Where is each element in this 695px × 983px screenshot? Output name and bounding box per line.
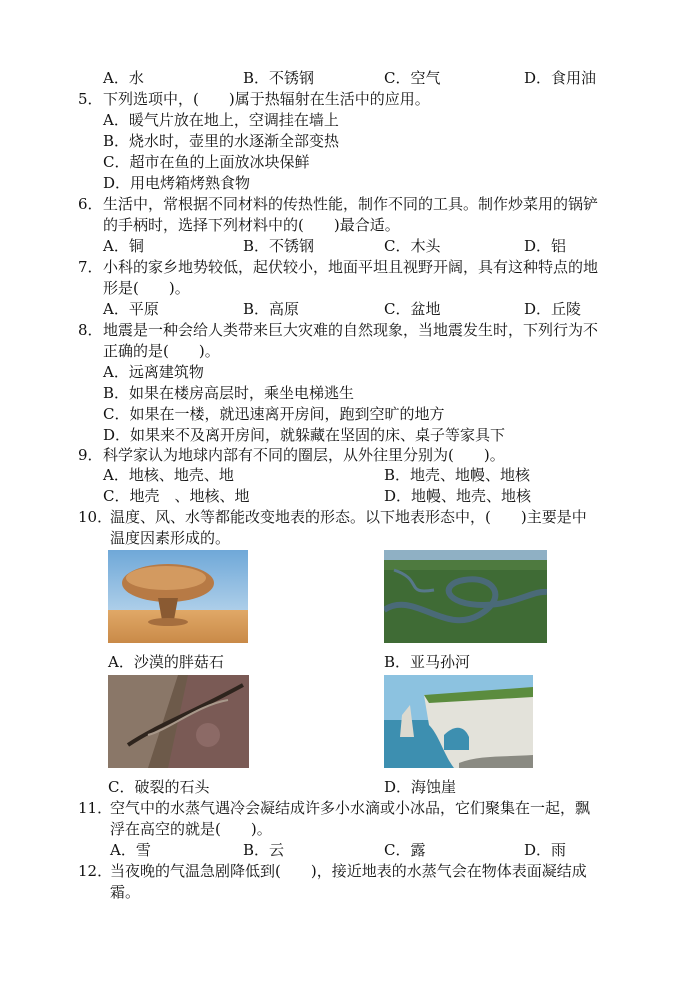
- q7-stem-line2: 形是( )。: [103, 279, 190, 297]
- q9-option-d: D．地幔、地壳、地核: [384, 487, 532, 505]
- q11-option-b: B．云: [243, 841, 285, 859]
- q10-stem-line2: 温度因素形成的。: [110, 529, 231, 547]
- q7-option-b: B．高原: [243, 300, 300, 318]
- q5-option-a: A．暖气片放在地上，空调挂在墙上: [103, 111, 339, 129]
- q7-number: 7．: [78, 258, 103, 276]
- q11-option-c: C．露: [384, 841, 426, 859]
- q11-stem-line2: 浮在高空的就是( )。: [110, 820, 272, 838]
- q6-option-c: C．木头: [384, 237, 441, 255]
- q10-number: 10．: [78, 508, 113, 526]
- q9-stem: 科学家认为地球内部有不同的圈层，从外往里分别为( )。: [103, 446, 505, 464]
- q8-option-d: D．如果来不及离开房间，就躲藏在坚固的床、桌子等家具下: [103, 426, 506, 444]
- q5-option-d: D．用电烤箱烤熟食物: [103, 174, 251, 192]
- q10-option-c: C．破裂的石头: [108, 778, 210, 796]
- q6-stem-line1: 生活中，常根据不同材料的传热性能，制作不同的工具。制作炒菜用的锅铲: [103, 195, 599, 213]
- q8-option-a: A．远离建筑物: [103, 363, 204, 381]
- q4-option-c: C．空气: [384, 69, 441, 87]
- q8-stem-line1: 地震是一种会给人类带来巨大灾难的自然现象，当地震发生时，下列行为不: [103, 321, 599, 339]
- q7-option-a: A．平原: [103, 300, 159, 318]
- q11-stem-line1: 空气中的水蒸气遇冷会凝结成许多小水滴或小冰品，它们聚集在一起，飘: [110, 799, 591, 817]
- amazon-river-image: [384, 550, 547, 643]
- q6-option-a: A．铜: [103, 237, 144, 255]
- q12-stem-line1: 当夜晚的气温急剧降低到( )，接近地表的水蒸气会在物体表面凝结成: [110, 862, 587, 880]
- q6-stem-line2: 的手柄时，选择下列材料中的( )最合适。: [103, 216, 400, 234]
- q5-stem: 下列选项中，( )属于热辐射在生活中的应用。: [103, 90, 430, 108]
- q9-option-c: C．地壳 、地核、地: [103, 487, 250, 505]
- q12-number: 12．: [78, 862, 113, 880]
- q10-option-b: B．亚马孙河: [384, 653, 471, 671]
- q4-option-b: B．不锈钢: [243, 69, 315, 87]
- q8-number: 8．: [78, 321, 103, 339]
- sea-cliff-image: [384, 675, 533, 768]
- q11-number: 11．: [78, 799, 113, 817]
- q10-option-a: A．沙漠的胖菇石: [108, 653, 224, 671]
- q8-option-b: B．如果在楼房高层时，乘坐电梯逃生: [103, 384, 355, 402]
- q11-option-d: D．雨: [524, 841, 567, 859]
- q5-option-b: B．烧水时，壶里的水逐渐全部变热: [103, 132, 340, 150]
- mushroom-rock-image: [108, 550, 248, 643]
- q11-option-a: A．雪: [110, 841, 151, 859]
- q7-option-c: C．盆地: [384, 300, 441, 318]
- cracked-stone-image: [108, 675, 249, 768]
- q12-stem-line2: 霜。: [110, 883, 141, 901]
- q4-option-a: A．水: [103, 69, 144, 87]
- q9-option-b: B．地壳、地幔、地核: [384, 466, 531, 484]
- q6-option-d: D．铝: [524, 237, 567, 255]
- q8-stem-line2: 正确的是( )。: [103, 342, 220, 360]
- q6-number: 6．: [78, 195, 103, 213]
- q9-number: 9．: [78, 446, 103, 464]
- q10-option-d: D．海蚀崖: [384, 778, 457, 796]
- q4-option-d: D．食用油: [524, 69, 597, 87]
- q10-stem-line1: 温度、风、水等都能改变地表的形态。以下地表形态中，( )主要是中: [110, 508, 587, 526]
- q9-option-a: A．地核、地壳、地: [103, 466, 234, 484]
- q8-option-c: C．如果在一楼，就迅速离开房间，跑到空旷的地方: [103, 405, 445, 423]
- q7-stem-line1: 小科的家乡地势较低，起伏较小，地面平坦且视野开阔，具有这种特点的地: [103, 258, 599, 276]
- q7-option-d: D．丘陵: [524, 300, 582, 318]
- q6-option-b: B．不锈钢: [243, 237, 315, 255]
- q5-number: 5．: [78, 90, 103, 108]
- q5-option-c: C．超市在鱼的上面放冰块保鲜: [103, 153, 310, 171]
